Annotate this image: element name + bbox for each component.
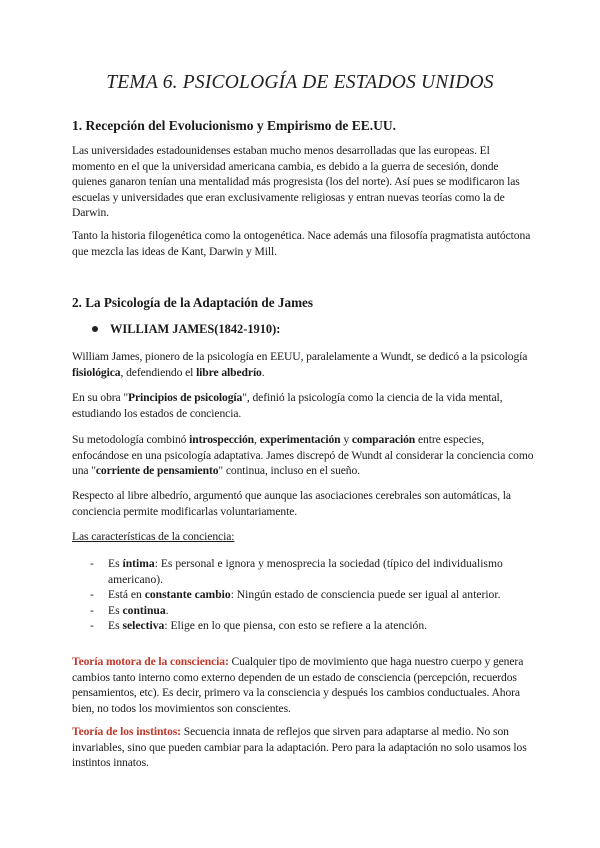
bullet-william-james	[92, 322, 280, 337]
motor-theory-label: Teoría motora de la consciencia:	[72, 655, 229, 668]
page-title: TEMA 6. PSICOLOGÍA DE ESTADOS UNIDOS	[106, 72, 494, 93]
section-1-paragraph-2: Tanto la historia filogenética como la ontogenética. Nace además una filosofía pragmatista autóctona que mezcla las ideas de Kant, Darwin y Mill.	[72, 229, 531, 258]
list-item: - Es selectiva: Elige en lo que piensa, con esto se refiere a la atención.	[90, 619, 428, 633]
section-1-heading: 1. Recepción del Evolucionismo y Empirismo de EE.UU.	[72, 118, 397, 133]
bullet-label: WILLIAM JAMES(1842-1910):	[110, 322, 281, 336]
keyword-fisiologica: fisiológica	[72, 365, 121, 379]
list-item: - Es continua.	[90, 603, 169, 617]
motor-theory-paragraph: Teoría motora de la consciencia: Cualquier tipo de movimiento que haga nuestro cuerpo y genera cambios tanto interno como externo dependen de un estado de consciencia (percepción, recuerdos pensamientos, etc). Es decir, primero va la consciencia y después los cambios conductuales. Ahora bien, no todos los movimientos son conscientes.	[72, 655, 524, 715]
characteristics-list	[90, 556, 534, 634]
james-paragraph-1: William James, pionero de la psicología en EEUU, paralelamente a Wundt, se dedicó a la psicología fisiológica, defendiendo el libre albedrío.	[72, 350, 528, 379]
keyword-libre-albedrio: libre albedrío	[196, 365, 262, 379]
keyword-principios: Principios de psicología	[128, 391, 243, 404]
section-2-heading: 2. La Psicología de la Adaptación de James	[72, 295, 314, 310]
james-paragraph-2: En su obra "Principios de psicología", definió la psicología como la ciencia de la vida mental, estudiando los estados de conciencia.	[72, 391, 503, 420]
characteristics-heading: Las características de la conciencia:	[72, 530, 235, 543]
instinct-theory-paragraph: Teoría de los instintos: Secuencia innata de reflejos que sirven para adaptarse al medio. No son invariables, sino que pueden cambiar para la adaptación. Pero para la adaptación no solo usamos los instintos innatos.	[72, 725, 527, 770]
james-paragraph-4: Respecto al libre albedrío, argumentó que aunque las asociaciones cerebrales son automáticas, la conciencia permite modificarlas voluntariamente.	[72, 489, 511, 518]
instinct-theory-label: Teoría de los instintos:	[72, 725, 181, 738]
list-item: - Es íntima: Es personal e ignora y menosprecia la sociedad (típico del individualismo americano).	[90, 557, 503, 586]
section-1-paragraph-1: Las universidades estadounidenses estaban mucho menos desarrolladas que las europeas. El momento en el que la universidad americana cambia, es debido a la guerra de secesión, donde quienes ganaron tenían una mentalidad más progresista (los del norte). Así pues se modificaron las escuelas y universidades que eran exclusivamente religiosas y entran nuevas teorías como la de Darwin.	[72, 144, 520, 220]
james-paragraph-3: Su metodología combinó introspección, experimentación y comparación entre especies, enfocándose en una psicología adaptativa. James discrepó de Wundt al considerar la conciencia como una "corriente de pensamiento" continua, incluso en el sueño.	[72, 433, 534, 478]
bullet-dot-icon	[92, 326, 98, 332]
list-item: - Está en constante cambio: Ningún estado de consciencia puede ser igual al anterior.	[90, 588, 501, 602]
